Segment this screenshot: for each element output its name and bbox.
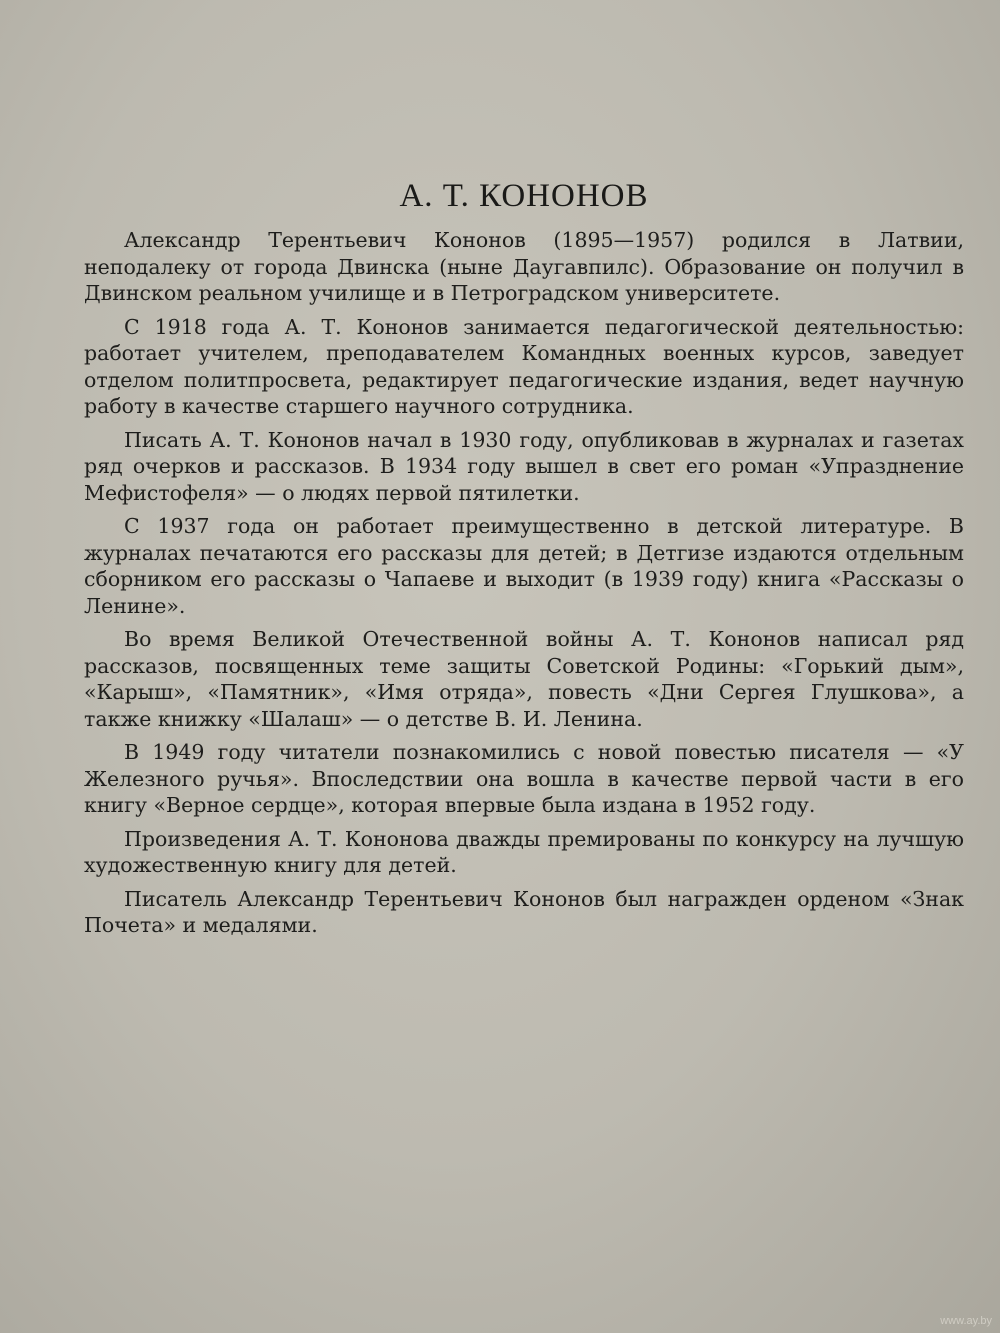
paragraph-writing-start: Писать А. Т. Кононов начал в 1930 году, опубликовав в журналах и газетах ряд очерков и рассказов. В 1934 году вышел в свет его роман «Упразднение Мефистофеля» — о людях первой пятилетки. xyxy=(84,427,964,505)
paragraph-novella: В 1949 году читатели познакомились с новой повестью писателя — «У Железного ручья». Впоследствии она вошла в качестве первой части в его книгу «Верное сердце», которая впервые была издана в 1952 году. xyxy=(84,740,964,817)
paragraph-birth: Александр Терентьевич Кононов (1895—1957) родился в Латвии, неподалеку от города Двинска (ныне Даугавпилс). Образование он получил в Двинском реальном училище и в Петроградском университете. xyxy=(84,228,964,305)
paragraph-pedagogy: С 1918 года А. Т. Кононов занимается педагогической деятельностью: работает учителем, преподавателем Командных военных курсов, заведует отделом политпросвета, редактирует педагогические издания, ведет научную работу в качестве старшего научного сотрудника. xyxy=(84,314,964,418)
paragraph-awards-contest: Произведения А. Т. Кононова дважды премированы по конкурсу на лучшую художественную книгу для детей. xyxy=(84,826,964,877)
paragraph-war-years: Во время Великой Отечественной войны А. Т. Кононов написал ряд рассказов, посвященных теме защиты Советской Родины: «Горький дым», «Карыш», «Памятник», «Имя отряда», повесть «Дни Сергея Глушкова», а также книжку «Шалаш» — о детстве В. И. Ленина. xyxy=(84,627,964,731)
author-title: А. Т. КОНОНОВ xyxy=(399,178,649,214)
author-biography xyxy=(84,178,964,946)
paragraph-children-literature: С 1937 года он работает преимущественно в детской литературе. В журналах печатаются его рассказы для детей; в Детгизе издаются отдельным сборником его рассказы о Чапаеве и выходит (в 1939 году) книга «Рассказы о Ленине». xyxy=(84,514,964,618)
site-watermark: www.ay.by xyxy=(940,1315,992,1327)
paragraph-decorations: Писатель Александр Терентьевич Кононов был награжден орденом «Знак Почета» и медалями. xyxy=(84,886,964,937)
